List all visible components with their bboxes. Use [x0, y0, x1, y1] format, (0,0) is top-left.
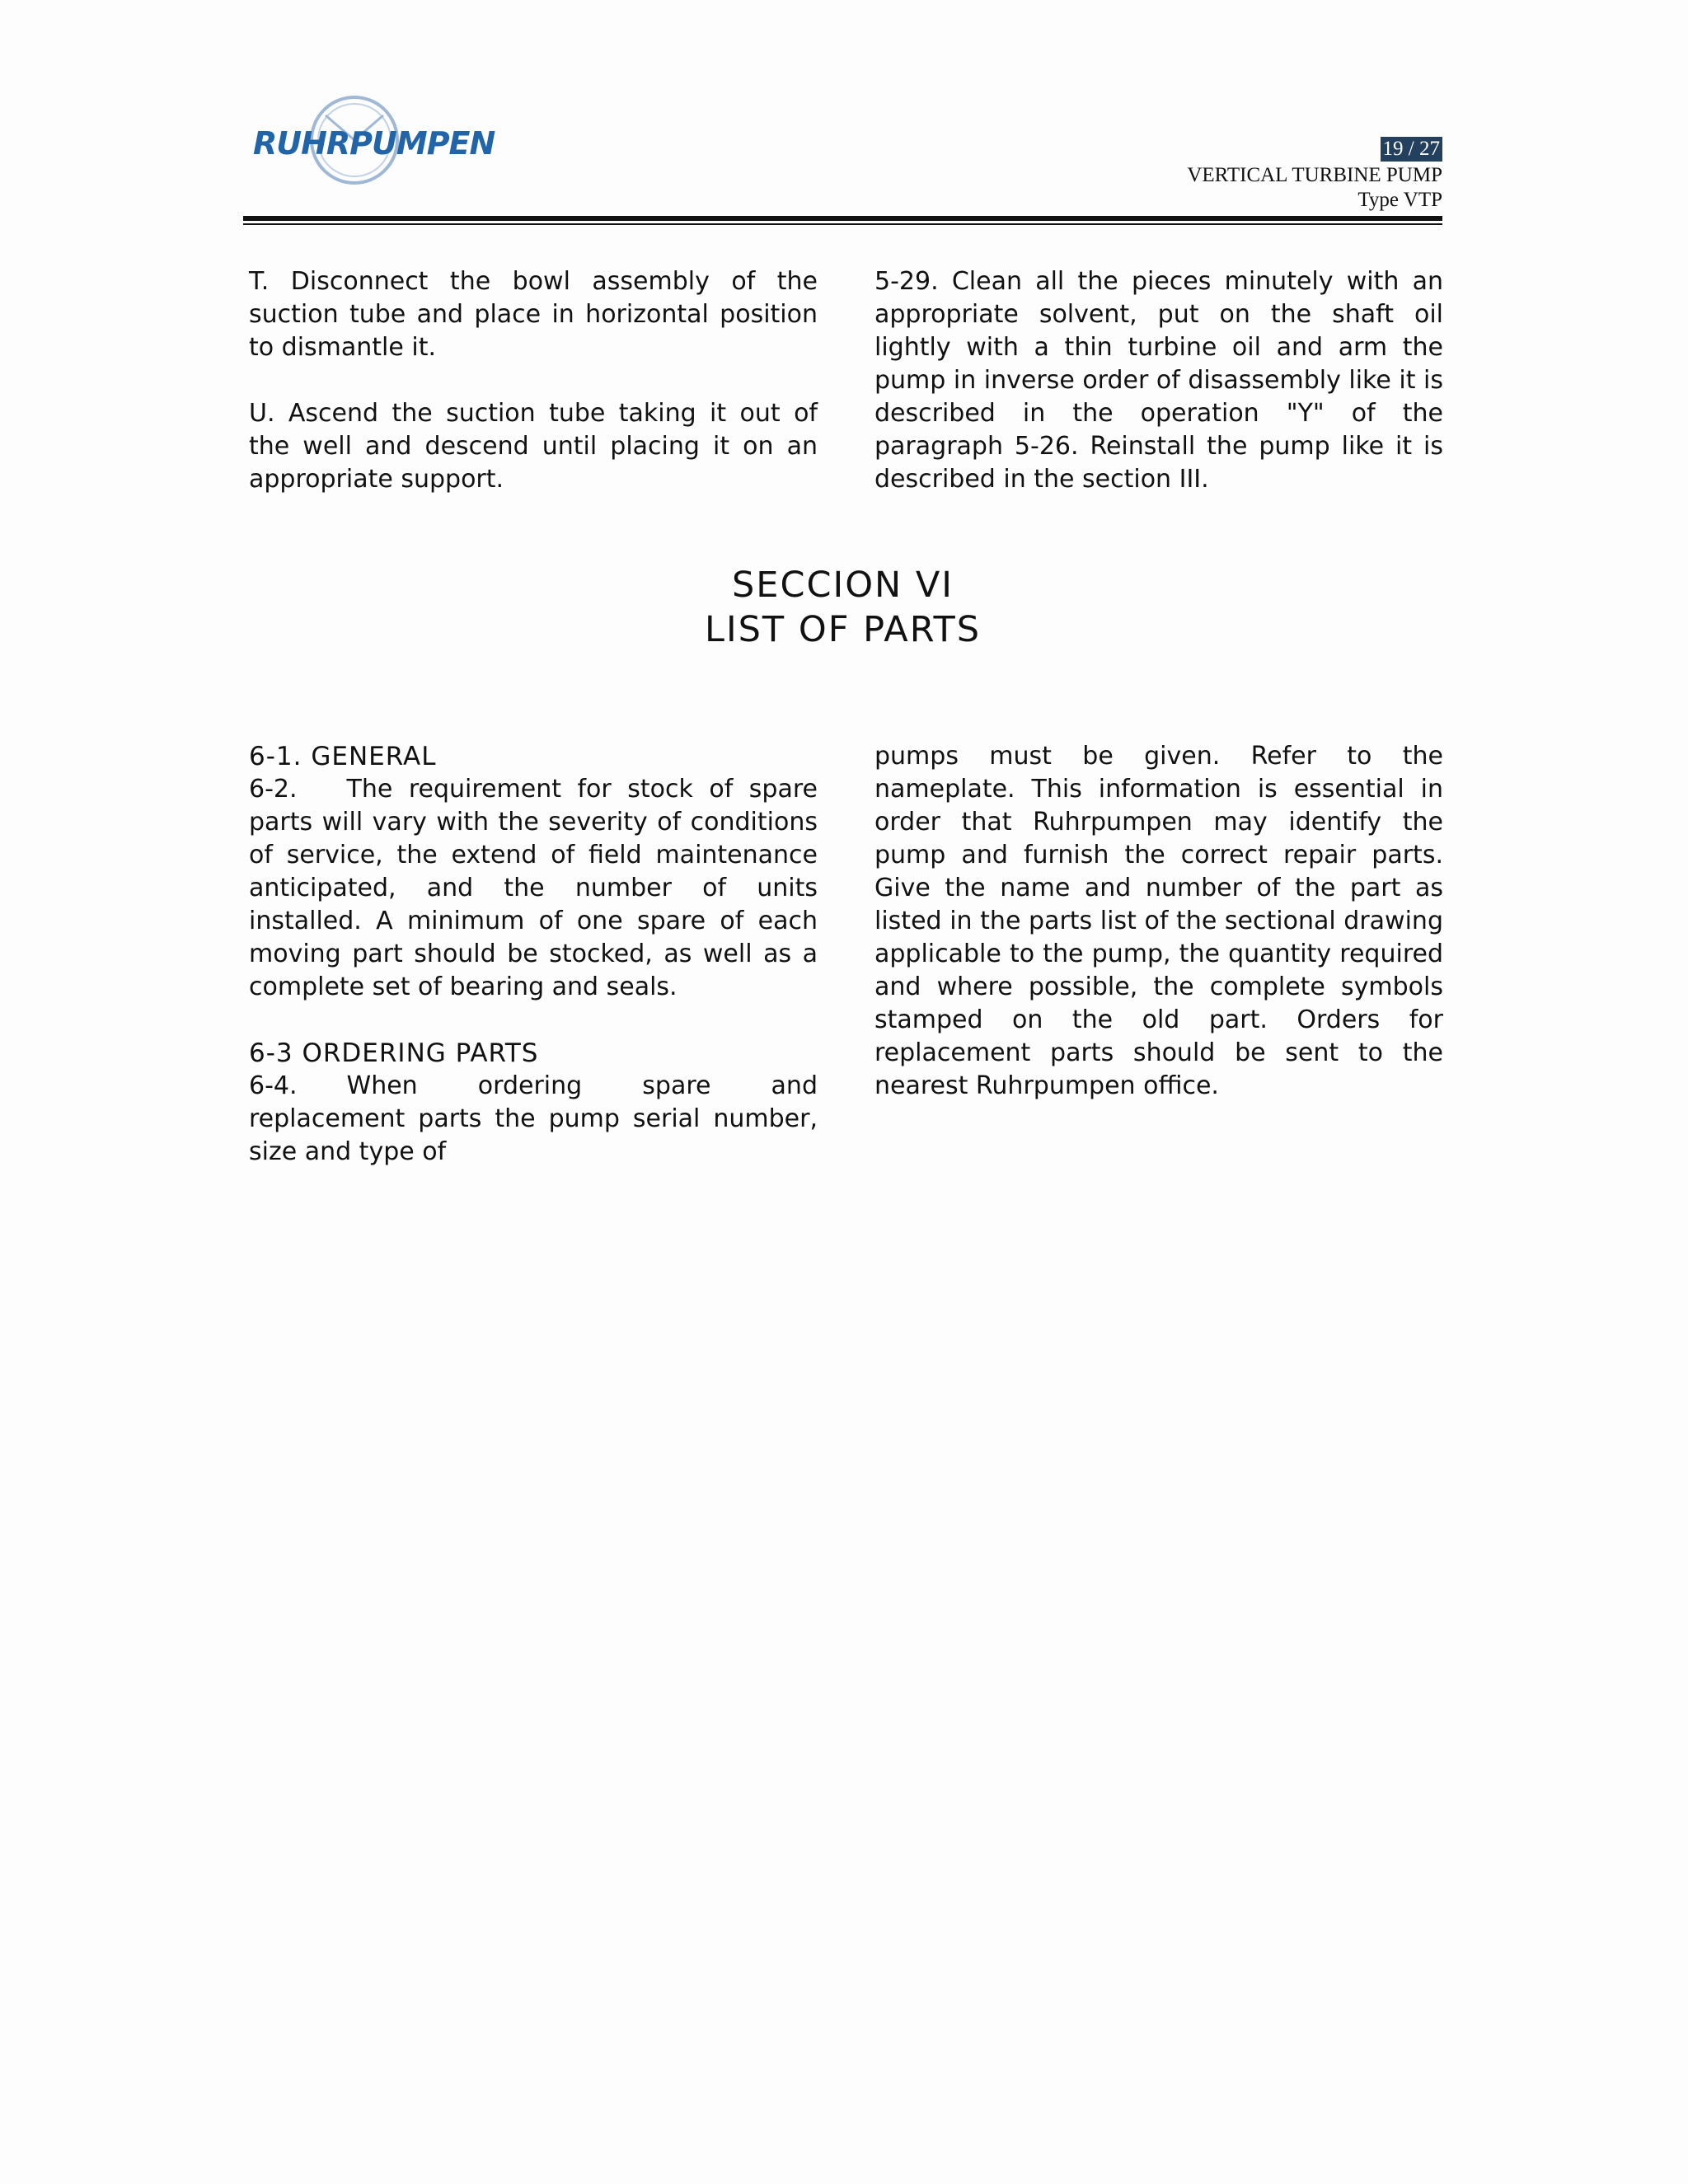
document-type: Type VTP	[1357, 189, 1442, 211]
right-column-top	[874, 265, 1443, 496]
page-number-badge: 19 / 27	[1381, 137, 1442, 162]
paragraph-6-4	[249, 1070, 818, 1169]
left-column-top	[249, 265, 818, 496]
ordering-parts-heading: 6-3 ORDERING PARTS	[249, 1038, 539, 1068]
paragraph-6-2-text: The requirement for stock of spare parts will vary with the severity of conditions of service, the extend of field maintenance anticipated, and the number of units installed. A minimum of one spare of each moving part should be stocked, as well as a complete set of bearing and seals.	[249, 775, 818, 1001]
document-title: VERTICAL TURBINE PUMP	[1187, 164, 1442, 186]
general-heading: 6-1. GENERAL	[249, 742, 437, 771]
paragraph-u: U. Ascend the suction tube taking it out of the well and descend until placing it on an appropriate support.	[249, 399, 818, 494]
paragraph-6-4-text: When ordering spare and replacement parts the pump serial number, size and type of	[249, 1071, 818, 1166]
paragraph-6-2	[249, 773, 818, 1004]
page-header	[243, 91, 1442, 227]
section-heading-line2: LIST OF PARTS	[704, 609, 982, 650]
right-column-bottom	[874, 740, 1443, 1103]
paragraph-6-2-number: 6-2.	[249, 775, 298, 804]
paragraph-6-4-continued: pumps must be given. Refer to the nameplate. This information is essential in order that Ruhrpumpen may identify the pump and furnish the correct repair parts. Give the name and number of the part as listed in the parts list of the sectional drawing applicable to the pump, the quantity required and where possible, the complete symbols stamped on the old part. Orders for replacement parts should be sent to the nearest Ruhrpumpen office.	[874, 742, 1443, 1100]
section-heading	[243, 563, 1442, 652]
paragraph-t: T. Disconnect the bowl assembly of the suction tube and place in horizontal position to dismantle it.	[249, 267, 818, 362]
paragraph-6-4-number: 6-4.	[249, 1071, 298, 1100]
company-logo	[243, 91, 499, 190]
logo-wordmark: RUHRPUMPEN	[253, 125, 495, 162]
header-rule-thick	[243, 216, 1442, 221]
left-column-bottom	[249, 740, 818, 1169]
header-rule-thin	[243, 223, 1442, 225]
section-heading-line1: SECCION VI	[732, 565, 954, 606]
paragraph-5-29: 5-29. Clean all the pieces minutely with an appropriate solvent, put on the shaft oil lightly with a thin turbine oil and arm the pump in inverse order of disassembly like it is described in the operation "Y" of the paragraph 5-26. Reinstall the pump like it is described in the section III.	[874, 267, 1443, 494]
